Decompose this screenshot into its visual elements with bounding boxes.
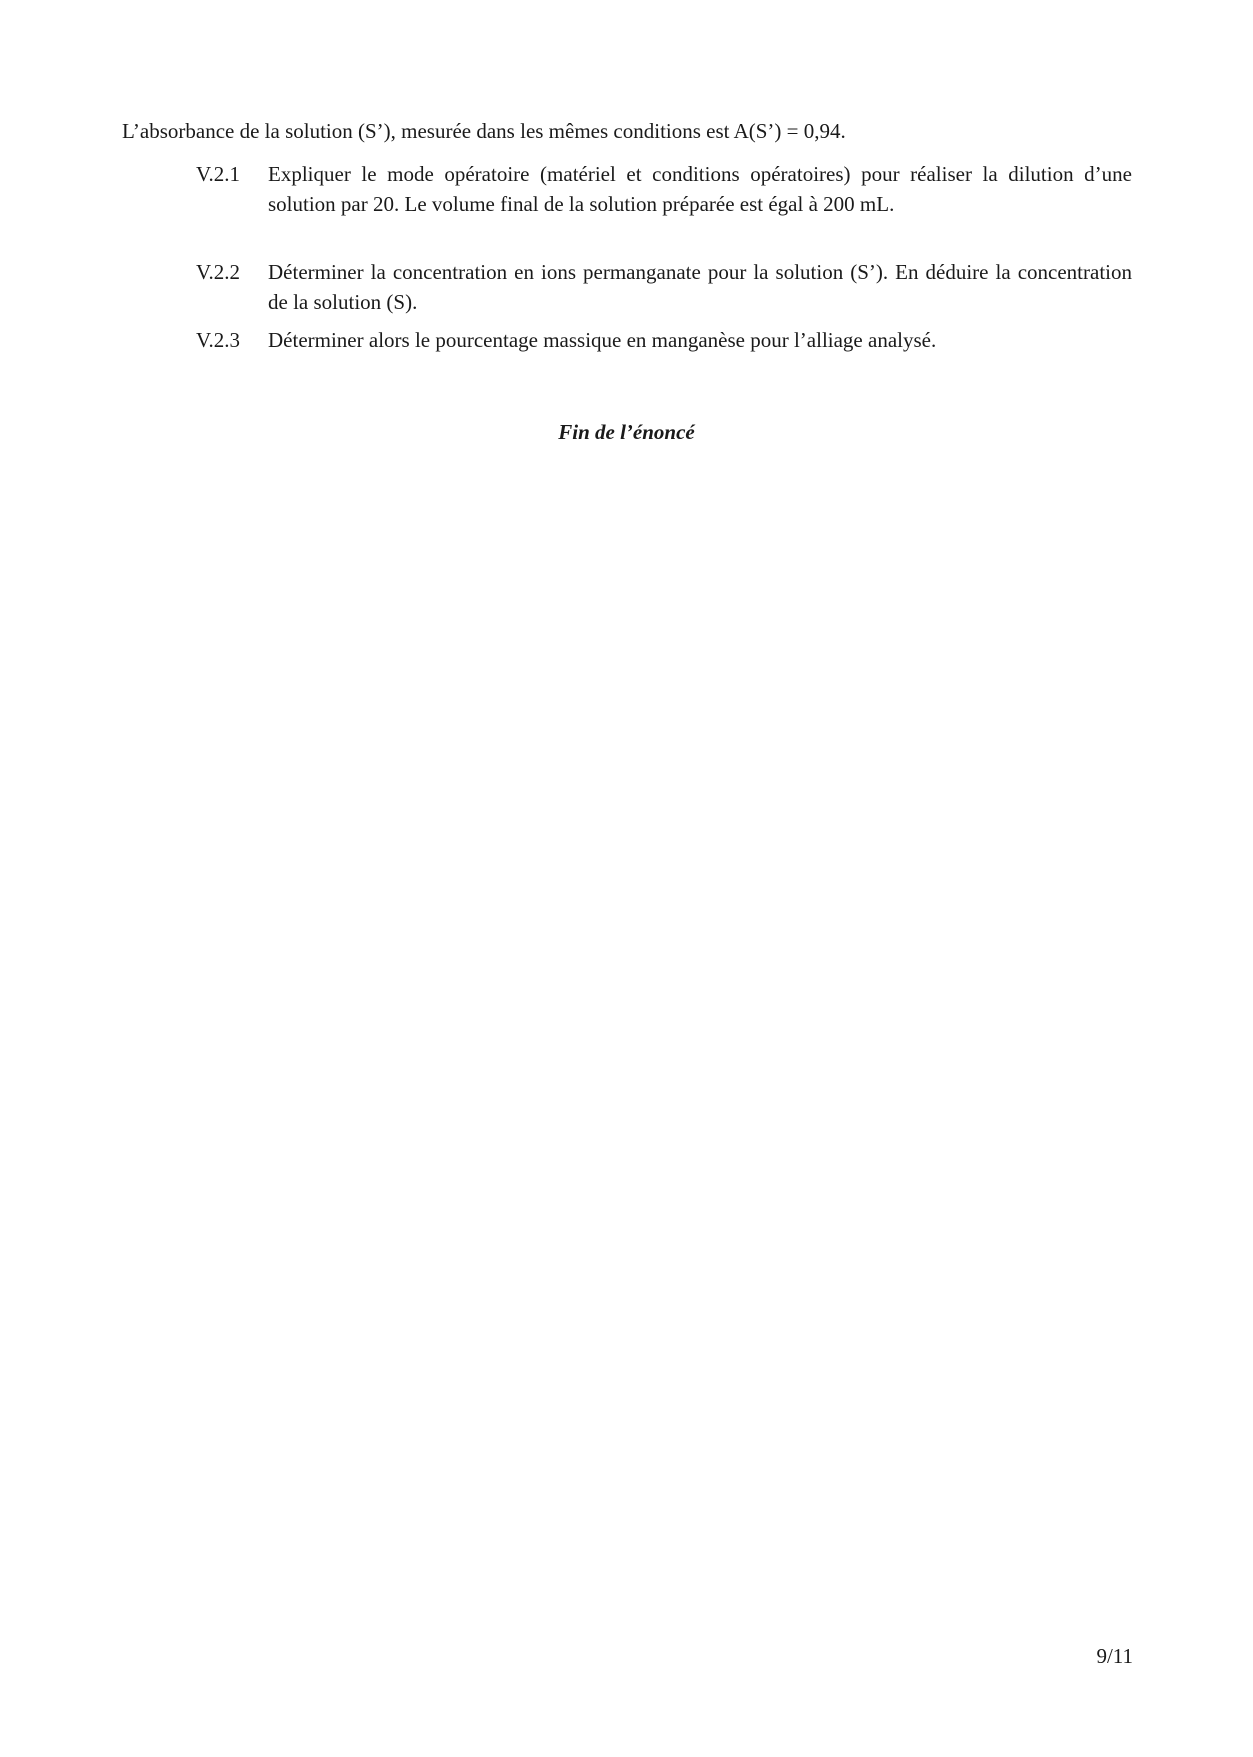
question-v-2-1 [196, 159, 1132, 219]
page-number: 9/11 [1096, 1644, 1133, 1668]
question-text: Expliquer le mode opératoire (matériel et conditions opératoires) pour réaliser la dilution d’une solution par 20. Le volume final de la solution préparée est égal à 200 mL. [268, 162, 1132, 216]
question-v-2-2 [196, 257, 1132, 317]
end-of-statement-heading: Fin de l’énoncé [558, 420, 695, 444]
question-number: V.2.2 [196, 260, 240, 284]
question-text: Déterminer la concentration en ions permanganate pour la solution (S’). En déduire la concentration de la solution (S). [268, 260, 1132, 314]
question-text: Déterminer alors le pourcentage massique en manganèse pour l’alliage analysé. [268, 328, 937, 352]
question-number: V.2.3 [196, 328, 240, 352]
question-number: V.2.1 [196, 162, 240, 186]
intro-paragraph: L’absorbance de la solution (S’), mesurée dans les mêmes conditions est A(S’) = 0,94. [122, 119, 846, 143]
question-v-2-3 [196, 325, 1132, 355]
